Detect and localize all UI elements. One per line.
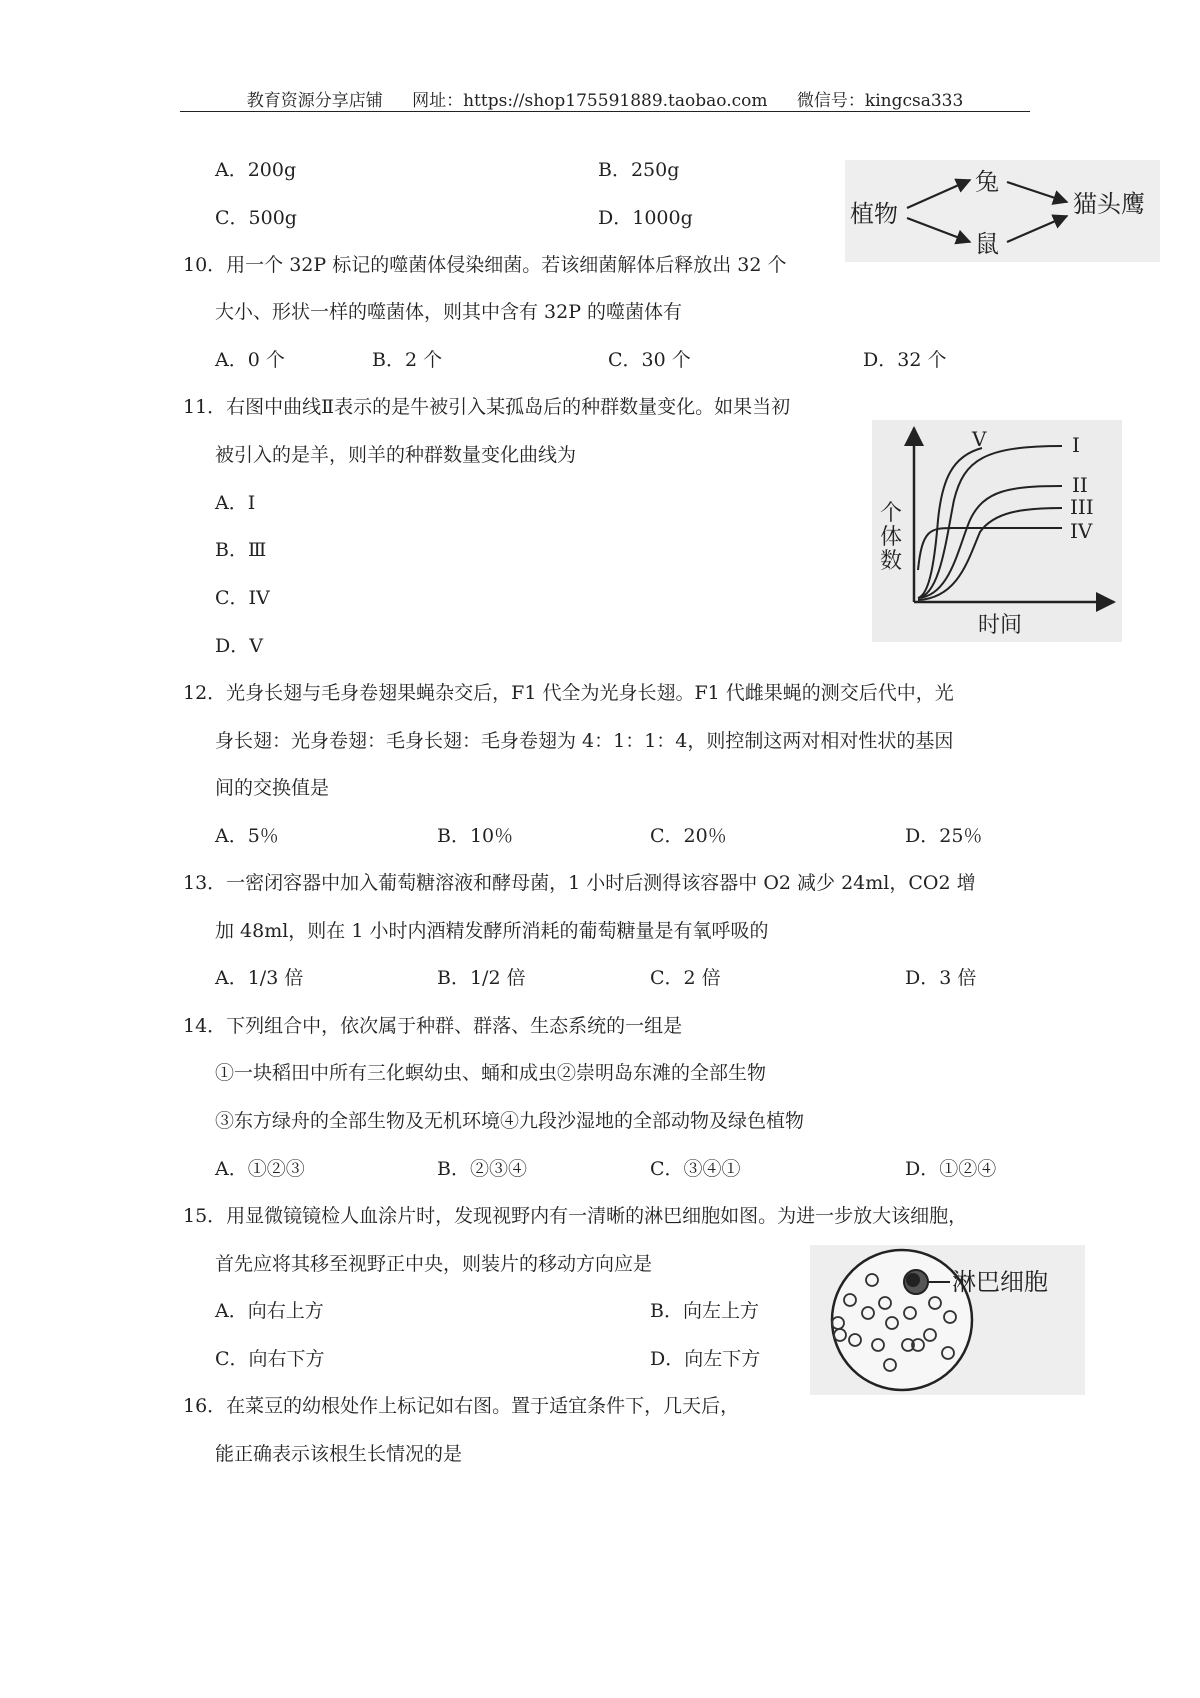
- q10-option-c: C．30 个: [608, 349, 691, 371]
- q11-option-c: C．IV: [215, 587, 270, 609]
- q10-stem-2: 大小、形状一样的噬菌体，则其中含有 32P 的噬菌体有: [215, 301, 683, 323]
- y-axis-label-2: 体: [880, 525, 903, 550]
- lymphocyte-nucleus: [906, 1273, 920, 1287]
- curve-label-i: I: [1072, 433, 1080, 457]
- q10-option-b: B．2 个: [372, 349, 443, 371]
- q12-stem-2: 身长翅：光身卷翅：毛身长翅：毛身卷翅为 4：1：1：4，则控制这两对相对性状的基因: [215, 730, 954, 752]
- food-web-rabbit: 兔: [975, 168, 999, 196]
- q11-option-d: D．V: [215, 635, 263, 657]
- q14-stem-3: ③东方绿舟的全部生物及无机环境④九段沙湿地的全部动物及绿色植物: [215, 1110, 805, 1132]
- y-axis-label-3: 数: [880, 549, 903, 574]
- q9-option-d: D．1000g: [598, 207, 693, 229]
- q10-stem-1: 10．用一个 32P 标记的噬菌体侵染细菌。若该细菌解体后释放出 32 个: [183, 254, 787, 276]
- curve-label-v: V: [972, 427, 987, 451]
- food-web-plant: 植物: [850, 200, 898, 228]
- q15-option-d: D．向左下方: [650, 1348, 761, 1370]
- q12-stem-3: 间的交换值是: [215, 777, 330, 799]
- q12-option-c: C．20％: [650, 825, 727, 847]
- header-site: 网址：https://shop175591889.taobao.com: [412, 91, 768, 111]
- q10-option-d: D．32 个: [863, 349, 947, 371]
- curve-label-iv: IV: [1070, 519, 1093, 543]
- q11-option-b: B．Ⅲ: [215, 539, 267, 561]
- q11-stem-1: 11．右图中曲线Ⅱ表示的是牛被引入某孤岛后的种群数量变化。如果当初: [183, 396, 791, 418]
- q14-option-c: C．③④①: [650, 1158, 741, 1180]
- q15-option-a: A．向右上方: [215, 1300, 324, 1322]
- header-shop: 教育资源分享店铺: [246, 91, 383, 111]
- q14-option-b: B．②③④: [437, 1158, 527, 1180]
- q15-stem-2: 首先应将其移至视野正中央，则装片的移动方向应是: [215, 1253, 653, 1275]
- x-axis-label: 时间: [978, 613, 1023, 638]
- lymphocyte-label: 淋巴细胞: [952, 1268, 1048, 1296]
- page-header: [180, 86, 1030, 111]
- q14-stem-2: ①一块稻田中所有三化螟幼虫、蛹和成虫②崇明岛东滩的全部生物: [215, 1062, 767, 1084]
- microscope-field-figure: [810, 1245, 1085, 1395]
- header-wechat: 微信号：kingcsa333: [796, 91, 964, 111]
- q15-option-b: B．向左上方: [650, 1300, 759, 1322]
- q9-option-a: A．200g: [215, 159, 297, 181]
- q16-stem-2: 能正确表示该根生长情况的是: [215, 1443, 463, 1465]
- y-axis-label-1: 个: [880, 501, 903, 526]
- q13-stem-2: 加 48ml，则在 1 小时内酒精发酵所消耗的葡萄糖量是有氧呼吸的: [215, 920, 769, 942]
- curve-label-iii: III: [1070, 495, 1094, 519]
- field-of-view-circle: [832, 1250, 972, 1390]
- curve-label-ii: II: [1072, 473, 1088, 497]
- q12-option-b: B．10％: [437, 825, 514, 847]
- q13-option-c: C．2 倍: [650, 967, 721, 989]
- population-curves-figure: [872, 420, 1122, 642]
- food-web-figure: [845, 160, 1160, 262]
- q13-option-b: B．1/2 倍: [437, 967, 526, 989]
- q9-option-b: B．250g: [598, 159, 680, 181]
- q13-option-a: A．1/3 倍: [215, 967, 304, 989]
- q9-option-c: C．500g: [215, 207, 297, 229]
- q13-stem-1: 13．一密闭容器中加入葡萄糖溶液和酵母菌，1 小时后测得该容器中 O2 减少 24ml，CO2 增: [183, 872, 976, 894]
- q15-stem-1: 15．用显微镜镜检人血涂片时，发现视野内有一清晰的淋巴细胞如图。为进一步放大该细胞，: [183, 1205, 968, 1227]
- q12-stem-1: 12．光身长翅与毛身卷翅果蝇杂交后，F1 代全为光身长翅。F1 代雌果蝇的测交后代中，光: [183, 682, 954, 704]
- q13-option-d: D．3 倍: [905, 967, 977, 989]
- q14-option-d: D．①②④: [905, 1158, 997, 1180]
- food-web-mouse: 鼠: [975, 230, 999, 258]
- q11-option-a: A．I: [215, 492, 256, 514]
- q14-stem-1: 14．下列组合中，依次属于种群、群落、生态系统的一组是: [183, 1015, 683, 1037]
- q15-option-c: C．向右下方: [215, 1348, 325, 1370]
- q12-option-d: D．25％: [905, 825, 983, 847]
- q10-option-a: A．0 个: [215, 349, 285, 371]
- header-rule: [180, 111, 1030, 112]
- q11-stem-2: 被引入的是羊，则羊的种群数量变化曲线为: [215, 444, 577, 466]
- food-web-owl: 猫头鹰: [1073, 190, 1145, 218]
- q16-stem-1: 16．在菜豆的幼根处作上标记如右图。置于适宜条件下，几天后，: [183, 1395, 740, 1417]
- q12-option-a: A．5％: [215, 825, 279, 847]
- q14-option-a: A．①②③: [215, 1158, 305, 1180]
